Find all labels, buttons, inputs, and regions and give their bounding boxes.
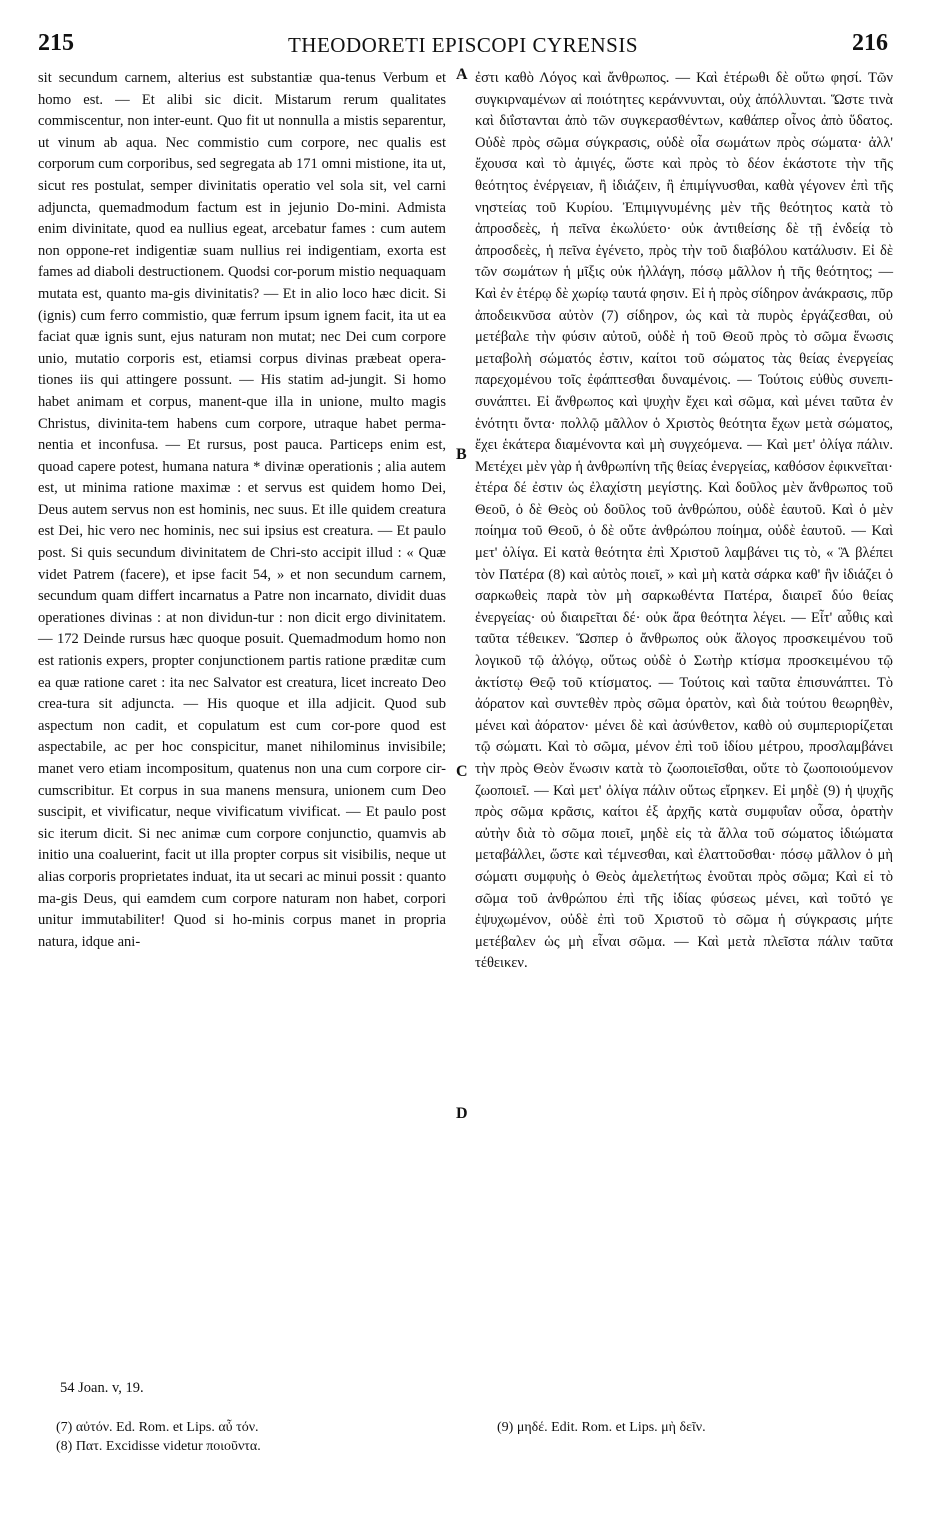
running-title: THEODORETI EPISCOPI CYRENSIS <box>287 33 639 57</box>
right-page-number: 216 <box>852 30 888 56</box>
scripture-footnote: 54 Joan. v, 19. <box>60 1380 144 1396</box>
greek-column <box>475 68 893 975</box>
section-marker-b: B <box>456 446 467 463</box>
section-marker-c: C <box>456 763 468 780</box>
page-header <box>38 30 888 60</box>
latin-column <box>38 68 446 953</box>
left-page-number: 215 <box>38 30 74 56</box>
section-marker-a: A <box>456 66 468 83</box>
section-marker-d: D <box>456 1105 468 1122</box>
notes-right <box>497 1418 706 1437</box>
note-9: (9) μηδέ. Edit. Rom. et Lips. μὴ δεῖν. <box>497 1420 706 1435</box>
note-8: (8) Πατ. Excidisse videtur ποιοῦντα. <box>56 1439 261 1454</box>
note-7: (7) αὐτόν. Ed. Rom. et Lips. αὖ τόν. <box>56 1420 259 1435</box>
notes-left <box>56 1418 261 1456</box>
greek-text: ἐστι καθὸ Λόγος καὶ ἄνθρωπος. — Καὶ ἑτέρωθι δὲ οὕτω φησί. Τῶν συγκιρναμένων αἱ ποιότητες κεράννυνται, οὐχ ἀπόλλυνται. Ὥστε τινὰ καὶ διΐστανται ἀπὸ τῶν συγκερασθέντων, καθάπερ οἶνος ἀπὸ ὕδατος. Οὐδὲ πρὸς σῶμα σύγκρασις, οὐδὲ οἷα σωμάτων πρὸς σώματα· ἀλλ' ἔχουσα καὶ τὸ ἀμιγές, ὥστε καὶ πρὸς τὸ δέον ἑκάστοτε τὴν τῆς θεότητος ἐνέργειαν, ἢ ἰδιάζειν, ἢ ἐπιμίγνυσθαι, καθὰ γέγονεν ἐπὶ τῆς νηστείας τοῦ Κυρίου. Ἐπιμιγνυμένης μὲν τῆς θεότητος κατὰ τὸ ἀπροσδεὲς, ἡ πεῖνα ἐκωλύετο· οὐκ ἀντιθείσης δὲ τῇ ἐνδείᾳ τὸ ἀπροσδεὲς, ἡ πεῖνα ἐγένετο, πρὸς τὴν τοῦ διαβόλου κατάλυσιν. Εἰ δὲ τῶν σωμάτων ἡ μῖξις οὐκ ἠλλάγη, πόσῳ μᾶλλον ἡ τῆς θεότητος; — Καὶ ἐν ἑτέρῳ δὲ χωρίῳ ταυτά φησιν. Εἰ ἡ πρὸς σίδηρον ἀνάκρασις, πῦρ ἀποδεικνῦσα αὐτὸν (7) σίδηρον, ὡς καὶ τὰ πυρὸς ἐργάζεσθαι, οὐ μετέβαλε τὴν φύσιν αὐτοῦ, οὐδὲ ἡ τοῦ Θεοῦ πρὸς τὸ σῶμα ἕνωσις μεταβολὴ σώματός ἐστιν, καίτοι τοῦ σώματος τὰς θείας ἐνεργείας παρεχομένου τοῖς ἐφάπτεσθαι δυναμένοις. — Τούτοις εὐθὺς συνεπι-συνάπτει. Εἰ ἄνθρωπος καὶ ψυχὴν ἔχει καὶ σῶμα, καὶ μένει ταῦτα ἐν ἑνότητι ὄντα· πολλῷ μᾶλλον ὁ Χριστὸς θεότητα ἔχων μετὰ σώματος, ἔχει ἑκάτερα διαμένοντα καὶ μὴ συγχεόμενα. — Καὶ μετ' ὀλίγα πάλιν. Μετέχει μὲν γὰρ ἡ ἀνθρωπίνη τῆς θείας ἐνεργείας, καθόσον ἐφικνεῖται· ἑτέρα δέ ἐστιν ὡς ἐλαχίστη μεγίστης. Καὶ δοῦλος μὲν ἄνθρωπος τοῦ Θεοῦ, ὁ δὲ Θεὸς οὐ δοῦλος τοῦ ἀνθρώπου, οὐδὲ ἑαυτοῦ. Καὶ ὁ μὲν ποίημα τοῦ Θεοῦ, ὁ δὲ οὔτε ἀνθρώπου ποίημα, οὐδὲ ἑαυτοῦ. — Καὶ μετ' ὀλίγα. Εἰ κατὰ θεότητα ἐπὶ Χριστοῦ λαμβάνει τις τὸ, « Ἃ βλέπει τὸν Πατέρα (8) καὶ αὐτὸς ποιεῖ, » καὶ μὴ κατὰ σάρκα καθ' ἣν ἰδιάζει ὁ σαρκωθεὶς παρὰ τὸν μὴ σαρκωθέντα Πατέρα, διαιρεῖ δύο θείας ἐνεργείας· οὐ διαιρεῖται δέ· οὐκ ἄρα θεότητα λέγει. — Εἶτ' αὖθις καὶ ταῦτα τέθεικεν. Ὥσπερ ὁ ἄνθρωπος οὐκ ἄλογος προσκειμένου τοῦ λογικοῦ τῷ ἀλόγῳ, οὕτως οὐδὲ ὁ Σωτὴρ κτίσμα προσκειμένου τῷ ἀκτίστῳ Θεῷ τοῦ κτίσματος. — Τούτοις καὶ ταῦτα ἐπισυνάπτει. Τὸ ἀόρατον καὶ συντεθὲν πρὸς σῶμα ὁρατὸν, καὶ διὰ τούτου θεωρηθὲν, μένει καὶ ἀόρατον· μένει δὲ καὶ ἀσύνθετον, καθὸ οὐ συμπεριορίζεται τῷ σώματι. Καὶ τὸ σῶμα, μένον ἐπὶ τοῦ ἰδίου μέτρου, προσλαμβάνει τὴν πρὸς Θεὸν ἕνωσιν κατὰ τὸ ζωοποιεῖσθαι, οὔτε τὸ ζωοποιούμενον ζωοποιεῖ. — Καὶ μετ' ὀλίγα πάλιν οὕτως εἴρηκεν. Εἰ μηδὲ (9) ἡ ψυχῆς πρὸς σῶμα κρᾶσις, καίτοι ἐξ ἀρχῆς κατὰ συμφυΐαν οὖσα, ὁρατὴν αὐτὴν διὰ τὸ σῶμα ποιεῖ, μηδὲ εἰς τὰ ἄλλα τοῦ σώματος ἰδιώματα μεταβάλλει, ὥστε καὶ τέμνεσθαι, καὶ ἐλαττοῦσθαι· πόσῳ μᾶλλον ὁ μὴ σώματι συμφυὴς ὁ Θεὸς ἀμελετήτως ἑνοῦται πρὸς σῶμα; Καὶ εἰ τὸ σῶμα τοῦ ἀνθρώπου ἐπὶ τῆς ἰδίας φύσεως μένει, καὶ τοῦτό γε ἐψυχωμένον, οὐδὲ ἐπὶ τοῦ Χριστοῦ τὸ σῶμα ἡ σύγκρασις μήτε μετέβαλεν ὡς μὴ εἶναι σῶμα. — Καὶ μετὰ πλεῖστα πάλιν ταῦτα τέθεικεν. <box>475 70 893 972</box>
latin-text: sit secundum carnem, alterius est substantiæ qua-tenus Verbum et homo est. — Et alibi sic dicit. Mistarum rerum qualitates commiscentur, non inter-eunt. Quo fit ut nonnulla a mistis separentur, ut vinum ab aqua. Nec commistio cum corpore, nec qualis est corporum cum corporibus, sed segregata ab 171 omni mistione, ita ut, sicut res postulat, semper divinitatis operatio vel sola sit, vel carni adjuncta, quemadmodum factum est in jejunio Do-mini. Admista enim divinitate, quod ea nullius egeat, arcebatur fames : cum autem non oppone-ret indigentiæ suam nullius rei indigentiam, exorta est fames ad diaboli destructionem. Quodsi cor-porum mistio nequaquam mutata est, quanto ma-gis divinitatis? — Et in alio loco hæc dicit. Si (ignis) cum ferro commistio, quæ ferrum ipsum ignem facit, ita ut ea faciat quæ ignis sunt, ejus naturam non mutat; nec Dei cum corpore unio, mutatio corporis est, etiamsi corpus divinas præbeat opera-tiones iis qui attingere possunt. — His statim ad-jungit. Si homo habet animam et corpus, manent-que illa in unione, multo magis Christus, divinita-tem habens cum corpore, utraque habet perma-nentia et inconfusa. — Et rursus, post pauca. Particeps enim est, quoad capere potest, humana natura * divinæ operationis ; alia autem est, ut minima ratione maximæ : et servus est quidem homo Dei, Deus autem servus non est hominis, nec suus. Et ille quidem creatura est Dei, hic vero nec hominis, nec sui ipsius est creatura. — Et paulo post. Si quis secundum divinitatem de Chri-sto accipit illud : « Quæ videt Patrem (facere), et ipse facit 54, » et non secundum carnem, secundum quam differt incarnatus a Patre non incarnato, dividit duas operationes divinas : at non dividun-tur : non dicit ergo divinitatem. — 172 Deinde rursus hæc quoque posuit. Quemadmodum homo non est rationis expers, propter conjunctionem partis ratione præditæ cum ea quæ ratione caret : ita nec Salvator est creatura, licet increato Deo crea-tura sit adjuncta. — His quoque et illa adjicit. Quod sub aspectum non cadit, et copulatum est cum cor-pore quod est aspectabile, ac per hoc conspicitur, manet nihilominus invisibile; manet vero etiam incompositum, quatenus non una cum corpore cir-cumscribitur. Et corpus in sua manens mensura, unionem cum Deo suscipit, et vivificatur, neque vivificatum vivificat. — Et paulo post sic iterum dicit. Si nec animæ cum corpore conjunctio, quamvis ab initio una coaluerint, facit ut illa propter corpus sit visibilis, neque ut alias corporis proprietates induat, ita ut secari ac minui possit : quanto ma-gis Deus, qui eamdem cum corpore naturam non habet, corpori unitur immutabiliter! Quod si ho-minis corpus manet in propria natura, idque ani- <box>38 70 446 950</box>
